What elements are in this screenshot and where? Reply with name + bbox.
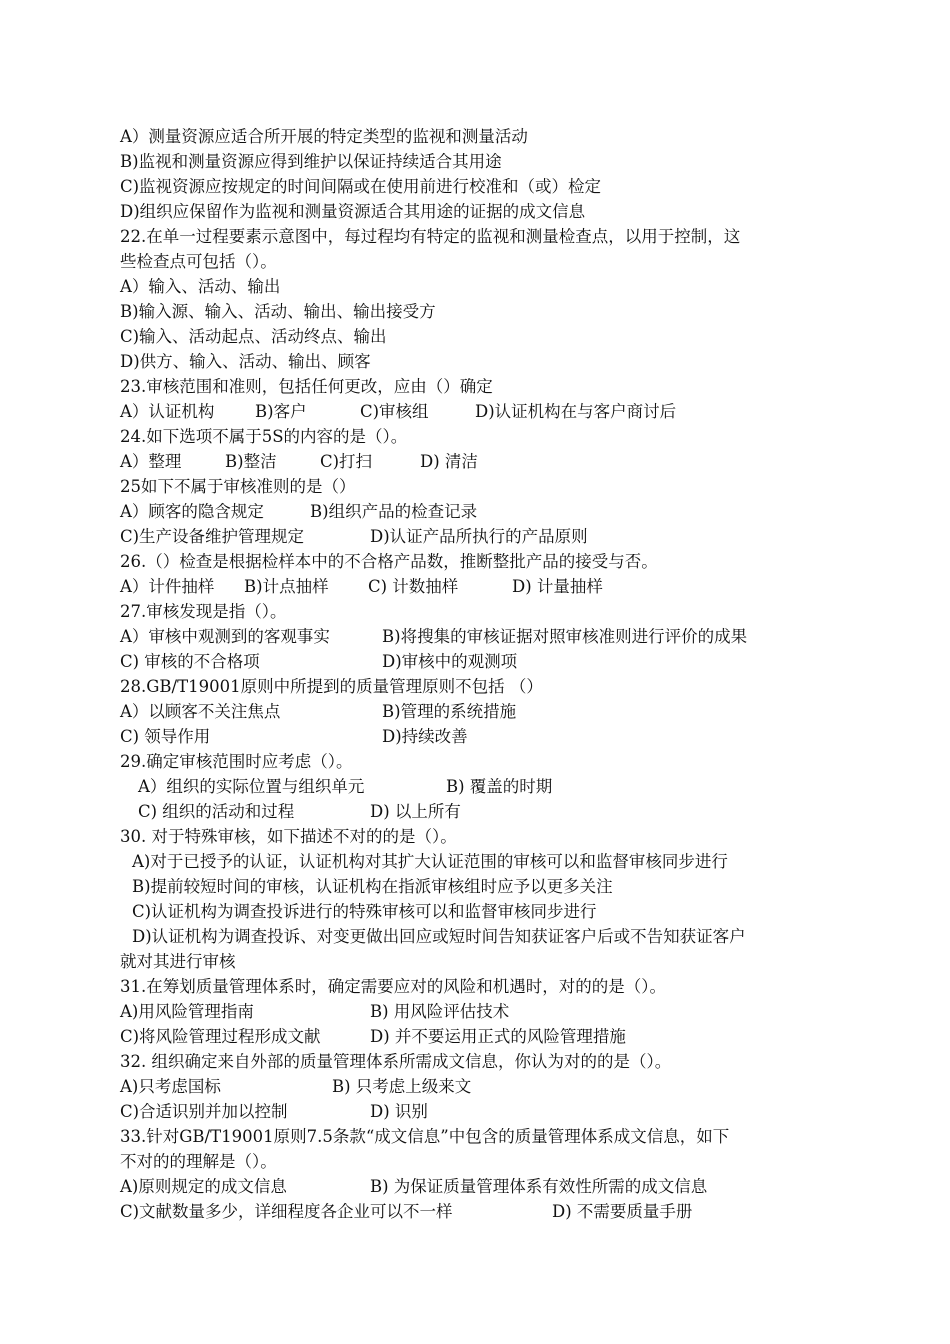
answer-option: B)整洁 xyxy=(225,452,277,471)
answer-option: A)原则规定的成文信息 xyxy=(120,1177,287,1196)
document-line xyxy=(120,724,860,749)
line-text: 26.（）检查是根据检样本中的不合格产品数，推断整批产品的接受与否。 xyxy=(120,552,658,571)
answer-option: C)将风险管理过程形成文献 xyxy=(120,1027,321,1046)
line-text: 30. 对于特殊审核，如下描述不对的的是（）。 xyxy=(120,827,457,846)
document-line xyxy=(120,249,860,274)
document-line xyxy=(120,174,860,199)
document-line xyxy=(120,299,860,324)
answer-option: D) 并不要运用正式的风险管理措施 xyxy=(370,1027,626,1046)
answer-option: D)持续改善 xyxy=(382,727,468,746)
line-text: B)监视和测量资源应得到维护以保证持续适合其用途 xyxy=(120,152,502,171)
answer-option: B) 只考虑上级来文 xyxy=(332,1077,472,1096)
document-line xyxy=(120,349,860,374)
line-text: 23.审核范围和准则，包括任何更改，应由（）确定 xyxy=(120,377,493,396)
answer-option: A）审核中观测到的客观事实 xyxy=(120,627,330,646)
answer-option: B)将搜集的审核证据对照审核准则进行评价的成果 xyxy=(382,627,748,646)
line-text: B)提前较短时间的审核，认证机构在指派审核组时应予以更多关注 xyxy=(132,877,613,896)
document-line xyxy=(120,924,860,949)
document-line xyxy=(120,374,860,399)
document-line xyxy=(120,949,860,974)
document-line xyxy=(120,124,860,149)
line-text: 32. 组织确定来自外部的质量管理体系所需成文信息，你认为对的的是（）。 xyxy=(120,1052,672,1071)
answer-option: A）顾客的隐含规定 xyxy=(120,502,264,521)
document-line xyxy=(120,1199,860,1224)
answer-option: A）认证机构 xyxy=(120,402,215,421)
line-text: 29.确定审核范围时应考虑（）。 xyxy=(120,752,353,771)
document-line xyxy=(120,849,860,874)
line-text: C)监视资源应按规定的时间间隔或在使用前进行校准和（或）检定 xyxy=(120,177,602,196)
answer-option: B) 覆盖的时期 xyxy=(446,777,553,796)
answer-option: C) 审核的不合格项 xyxy=(120,652,260,671)
document-line xyxy=(120,224,860,249)
answer-option: C)文献数量多少，详细程度各企业可以不一样 xyxy=(120,1202,453,1221)
answer-option: B)管理的系统措施 xyxy=(382,702,517,721)
line-text: 22.在单一过程要素示意图中，每过程均有特定的监视和测量检查点，以用于控制，这 xyxy=(120,227,741,246)
document-line xyxy=(120,449,860,474)
document-line xyxy=(120,1124,860,1149)
answer-option: A）组织的实际位置与组织单元 xyxy=(138,777,365,796)
document-line xyxy=(120,199,860,224)
line-text: D)供方、输入、活动、输出、顾客 xyxy=(120,352,371,371)
document-line xyxy=(120,274,860,299)
answer-option: B)计点抽样 xyxy=(244,577,329,596)
document-line xyxy=(120,699,860,724)
line-text: 28.GB/T19001原则中所提到的质量管理原则不包括 （） xyxy=(120,677,543,696)
line-text: D)认证机构为调查投诉、对变更做出回应或短时间告知获证客户后或不告知获证客户 xyxy=(132,927,746,946)
document-line xyxy=(120,1149,860,1174)
document-line xyxy=(120,799,860,824)
document-line xyxy=(120,974,860,999)
answer-option: C)审核组 xyxy=(360,402,429,421)
line-text: A）测量资源应适合所开展的特定类型的监视和测量活动 xyxy=(120,127,528,146)
document-line xyxy=(120,424,860,449)
document-line xyxy=(120,474,860,499)
line-text: D)组织应保留作为监视和测量资源适合其用途的证据的成文信息 xyxy=(120,202,586,221)
answer-option: A）整理 xyxy=(120,452,182,471)
document-line xyxy=(120,1024,860,1049)
line-text: A）输入、活动、输出 xyxy=(120,277,281,296)
answer-option: D) 以上所有 xyxy=(370,802,461,821)
document-line xyxy=(120,774,860,799)
document-line xyxy=(120,599,860,624)
answer-option: D)认证机构在与客户商讨后 xyxy=(475,402,677,421)
answer-option: B) 为保证质量管理体系有效性所需的成文信息 xyxy=(370,1177,708,1196)
document-line xyxy=(120,399,860,424)
answer-option: D)认证产品所执行的产品原则 xyxy=(370,527,588,546)
line-text: A)对于已授予的认证，认证机构对其扩大认证范围的审核可以和监督审核同步进行 xyxy=(132,852,728,871)
answer-option: A)用风险管理指南 xyxy=(120,1002,254,1021)
document-line xyxy=(120,649,860,674)
line-text: C)输入、活动起点、活动终点、输出 xyxy=(120,327,387,346)
answer-option: D) 不需要质量手册 xyxy=(552,1202,693,1221)
question-text-block xyxy=(120,124,860,1224)
document-line xyxy=(120,1174,860,1199)
document-line xyxy=(120,549,860,574)
answer-option: C) 组织的活动和过程 xyxy=(138,802,295,821)
line-text: 27.审核发现是指（）。 xyxy=(120,602,287,621)
answer-option: D) 识别 xyxy=(370,1102,428,1121)
answer-option: A)只考虑国标 xyxy=(120,1077,221,1096)
answer-option: C) 计数抽样 xyxy=(368,577,459,596)
answer-option: D)审核中的观测项 xyxy=(382,652,518,671)
document-line xyxy=(120,824,860,849)
document-line xyxy=(120,524,860,549)
document-line xyxy=(120,1074,860,1099)
document-line xyxy=(120,1049,860,1074)
document-line xyxy=(120,324,860,349)
line-text: 33.针对GB/T19001原则7.5条款“成文信息”中包含的质量管理体系成文信息，如下 xyxy=(120,1127,730,1146)
answer-option: D) 清洁 xyxy=(420,452,478,471)
document-line xyxy=(120,1099,860,1124)
document-line xyxy=(120,674,860,699)
answer-option: A）计件抽样 xyxy=(120,577,215,596)
line-text: 25如下不属于审核准则的是（） xyxy=(120,477,356,496)
answer-option: D) 计量抽样 xyxy=(512,577,603,596)
answer-option: A）以顾客不关注焦点 xyxy=(120,702,281,721)
document-line xyxy=(120,624,860,649)
document-line xyxy=(120,149,860,174)
line-text: 不对的的理解是（）。 xyxy=(120,1152,277,1171)
answer-option: B)组织产品的检查记录 xyxy=(310,502,478,521)
document-line xyxy=(120,499,860,524)
answer-option: C)打扫 xyxy=(320,452,373,471)
answer-option: C) 领导作用 xyxy=(120,727,211,746)
document-line xyxy=(120,574,860,599)
answer-option: C)生产设备维护管理规定 xyxy=(120,527,305,546)
answer-option: B) 用风险评估技术 xyxy=(370,1002,510,1021)
line-text: 些检查点可包括（）。 xyxy=(120,252,277,271)
document-line xyxy=(120,999,860,1024)
line-text: B)输入源、输入、活动、输出、输出接受方 xyxy=(120,302,436,321)
document-line xyxy=(120,749,860,774)
document-line xyxy=(120,899,860,924)
line-text: 24.如下选项不属于5S的内容的是（）。 xyxy=(120,427,408,446)
answer-option: C)合适识别并加以控制 xyxy=(120,1102,288,1121)
line-text: C)认证机构为调查投诉进行的特殊审核可以和监督审核同步进行 xyxy=(132,902,597,921)
line-text: 31.在筹划质量管理体系时，确定需要应对的风险和机遇时，对的的是（）。 xyxy=(120,977,666,996)
document-line xyxy=(120,874,860,899)
answer-option: B)客户 xyxy=(255,402,307,421)
line-text: 就对其进行审核 xyxy=(120,952,236,971)
